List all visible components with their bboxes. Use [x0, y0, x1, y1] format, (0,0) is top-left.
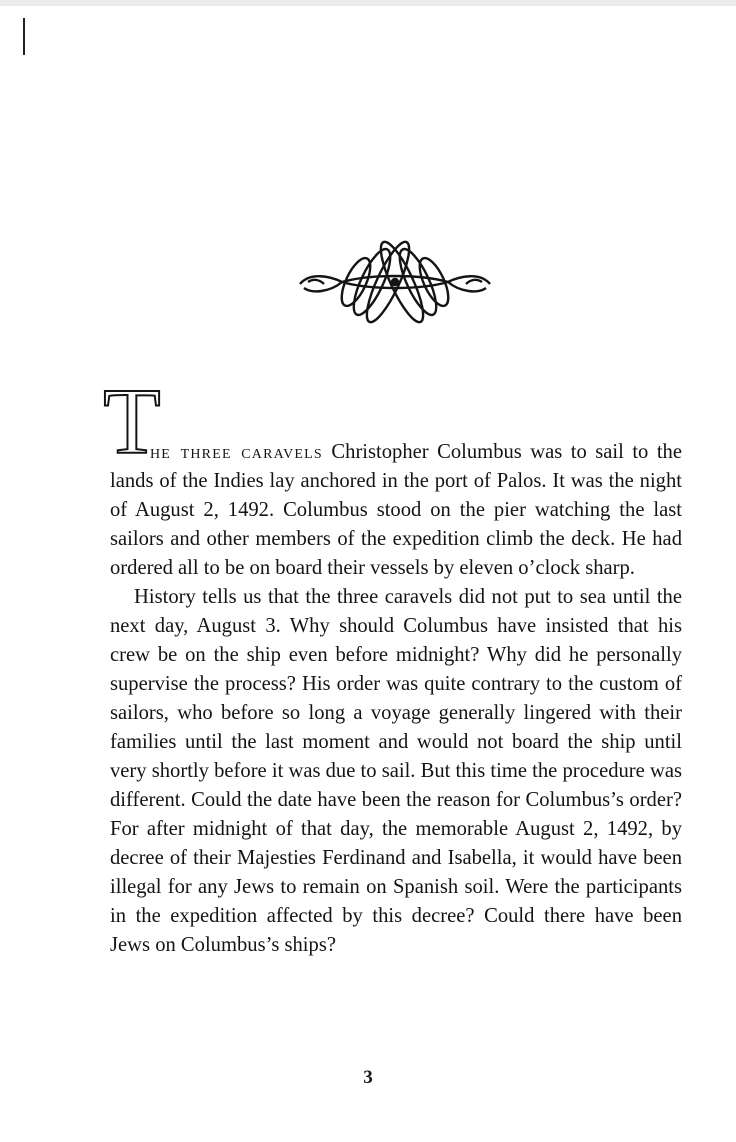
paragraph-1-text: Christopher Columbus was to sail to the lands of the Indies lay anchored in the port of Palos. It was the night of August 2, 1492. Columbus stood on the pier watching the last sailors and other members of the expedition climb the deck. He had ordered all to be on board their vessels by eleven o’clock sharp. [110, 441, 682, 579]
lead-in-small-caps: he three caravels [150, 441, 323, 463]
paragraph-2: History tells us that the three caravels did not put to sea until the next day, August 3. Why should Columbus have insisted that his crew be on the ship even before midnight? Why did he personally supervise the process? His order was quite contrary to the custom of sailors, who before so long a voyage generally lingered with their families until the last moment and would not board the ship until very shortly before it was due to sail. But this time the procedure was different. Could the date have been the reason for Columbus’s order? For after midnight of that day, the memorable August 2, 1492, by decree of their Majesties Ferdinand and Isabella, it would have been illegal for any Jews to remain on Spanish soil. Were the participants in the expedition affected by this decree? Could there have been Jews on Columbus’s ships? [110, 586, 682, 956]
body-text [110, 384, 682, 960]
flourish-ornament-icon [290, 232, 500, 332]
page-number: 3 [363, 1067, 373, 1088]
paragraph-1 [110, 438, 682, 583]
svg-text:T: T [103, 370, 161, 474]
text-cursor [23, 18, 25, 55]
top-band [0, 0, 736, 6]
